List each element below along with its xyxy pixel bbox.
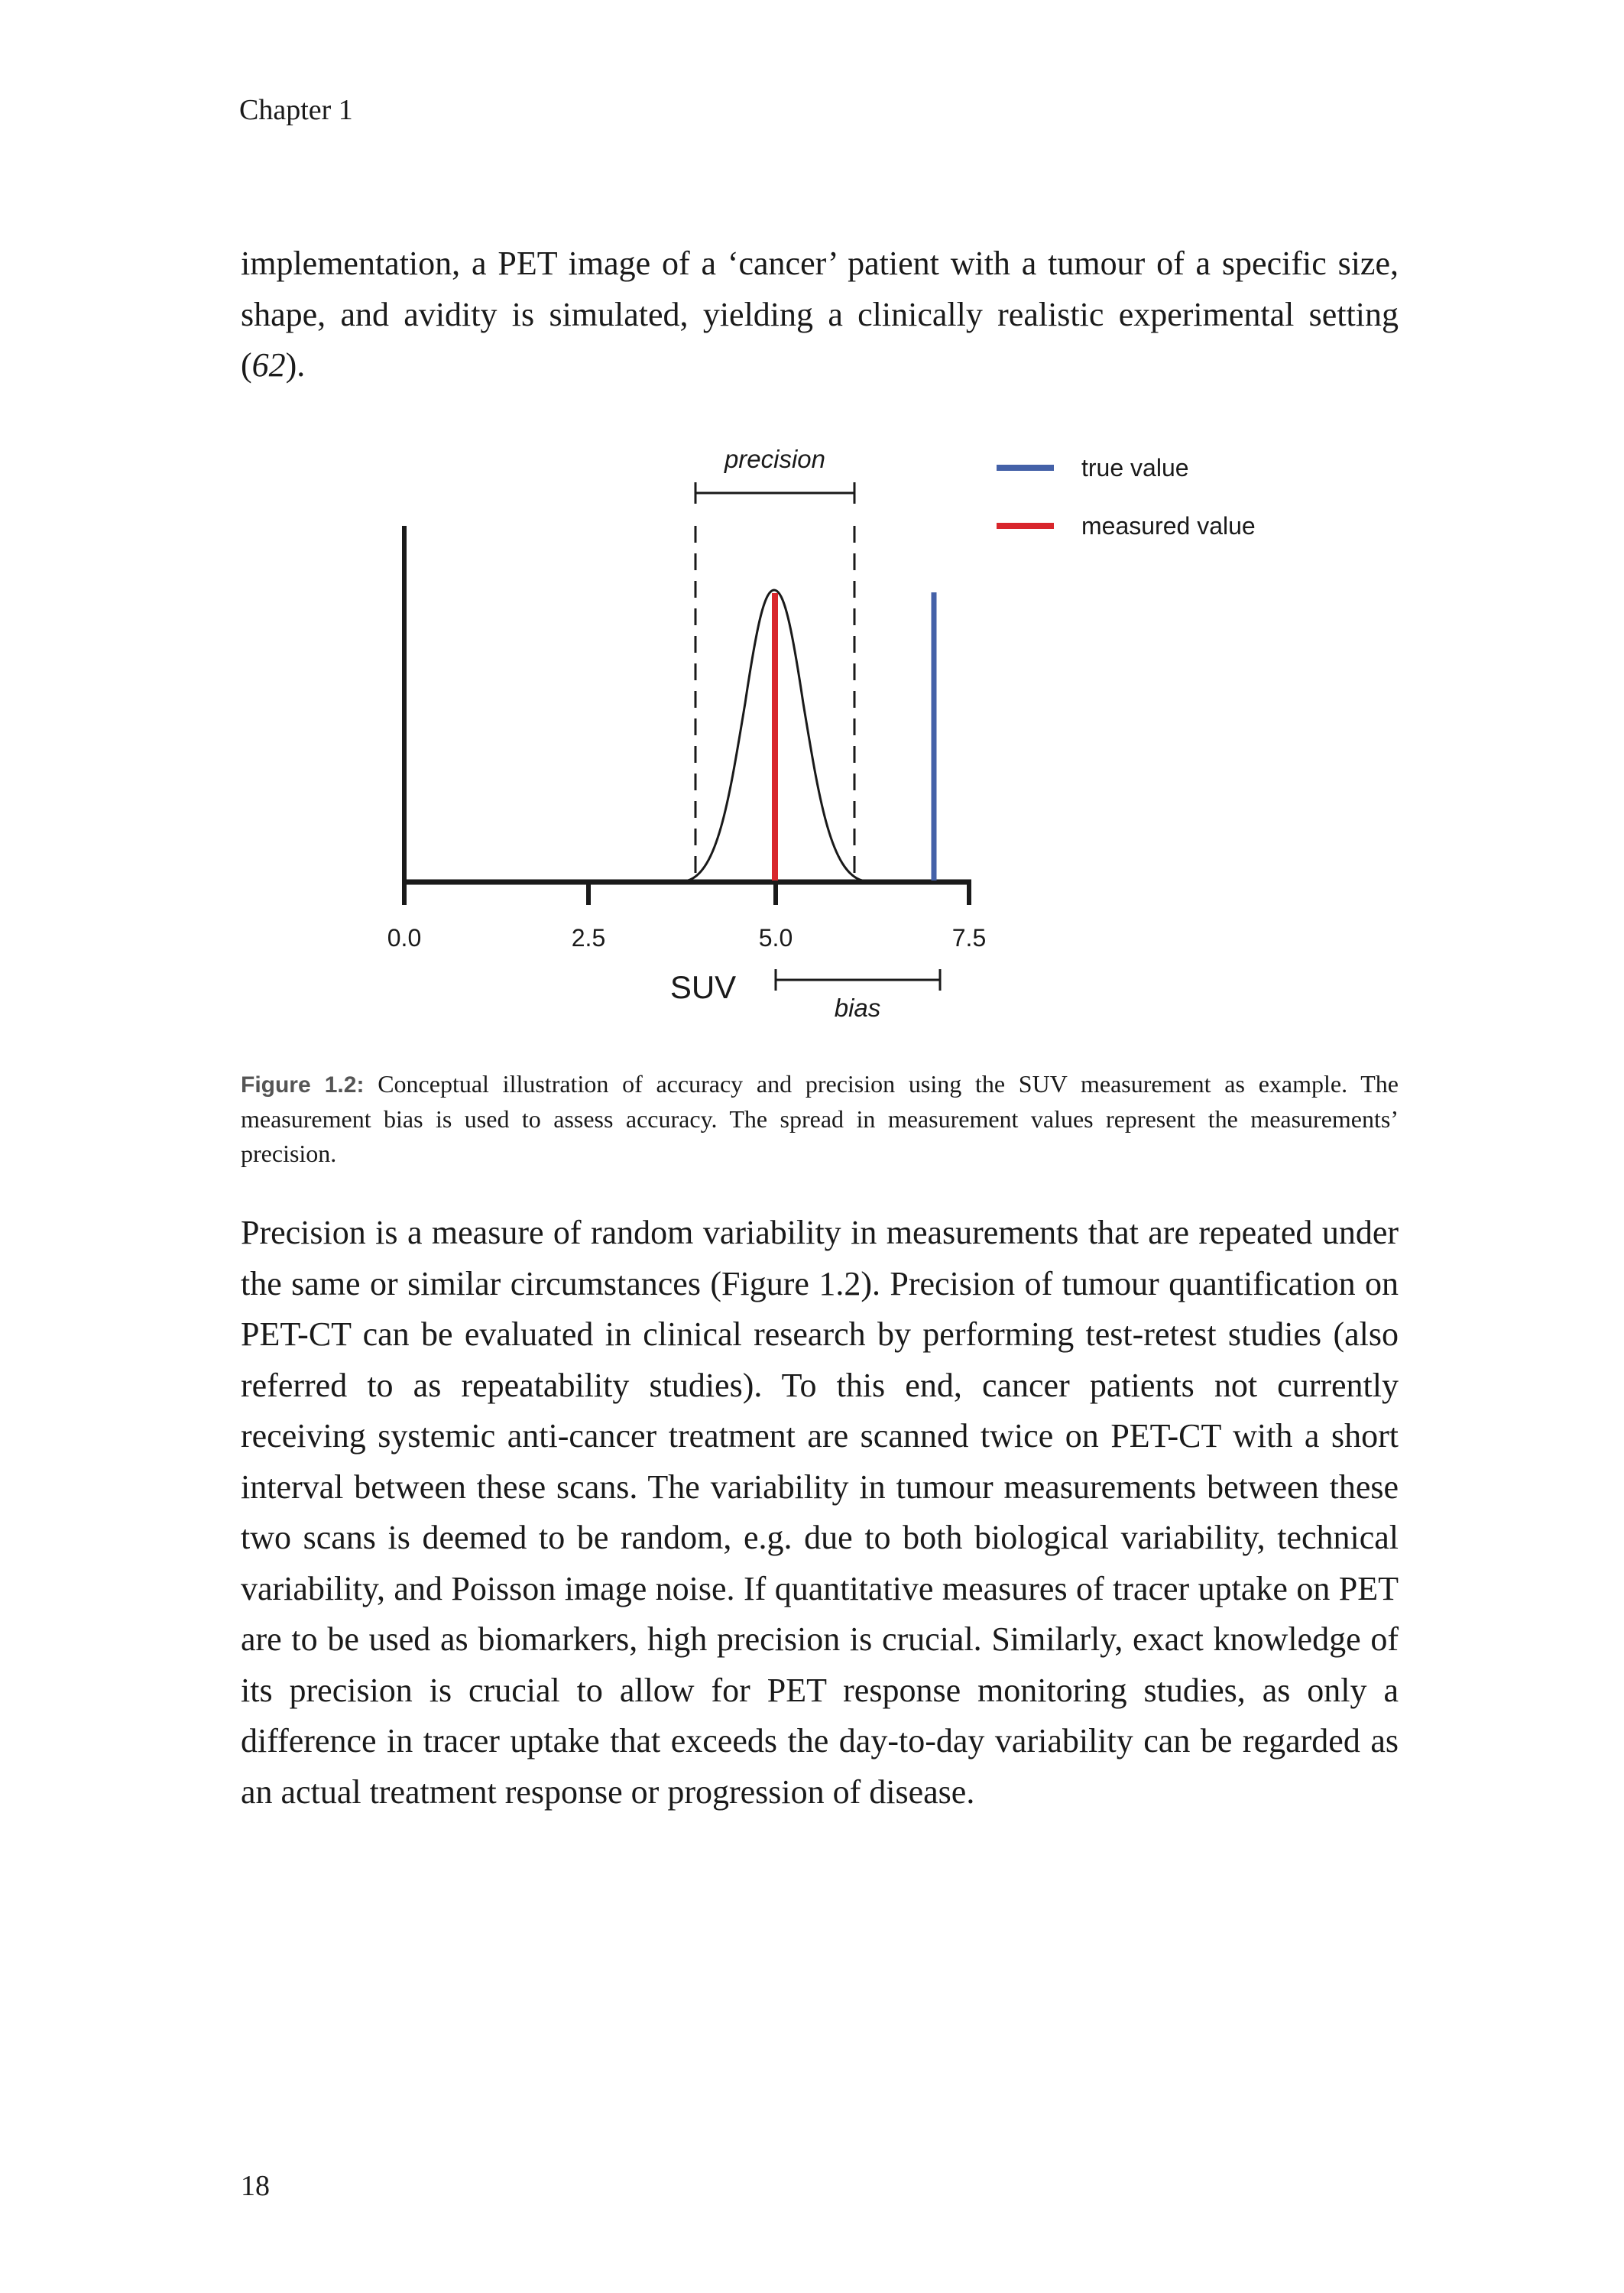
x-axis-label: SUV: [669, 969, 737, 1005]
intro-paragraph: [241, 238, 1399, 391]
tick-label: 0.0: [387, 924, 422, 952]
figure-1-2: [0, 0, 1624, 1070]
tick-label: 5.0: [758, 924, 793, 952]
bias-bracket: [776, 969, 940, 991]
suv-chart: [0, 0, 1624, 1070]
running-head: Chapter 1: [239, 94, 353, 126]
intro-tail: ).: [285, 346, 306, 384]
tick-label: 2.5: [571, 924, 606, 952]
page-number: 18: [241, 2170, 270, 2202]
caption-text: Conceptual illustration of accuracy and precision using the SUV measurement as example. The measurement bias is used to assess accuracy. The spread in measurement values represent the measurements’ precision.: [241, 1070, 1399, 1167]
bias-label: bias: [834, 994, 881, 1022]
intro-text: implementation, a PET image of a ‘cancer’ patient with a tumour of a specific size, shape, and avidity is simulated, yielding a clinically realistic experimental setting (: [241, 245, 1399, 384]
tick-label: 7.5: [951, 924, 987, 952]
precision-dashed-lines: [695, 526, 854, 881]
precision-bracket: [695, 482, 854, 504]
legend-label-measured: measured value: [1081, 512, 1256, 540]
precision-label: precision: [724, 445, 826, 473]
legend-label-true: true value: [1081, 454, 1189, 482]
x-ticks: [404, 882, 969, 905]
gaussian-curve: [688, 590, 862, 881]
citation-ref: 62: [251, 346, 286, 384]
body-paragraph: Precision is a measure of random variability in measurements that are repeated under the same or similar circumstances (Figure 1.2). Precision of tumour quantification on PET-CT can be evaluated in clinical research by performing test-retest studies (also referred to as repeatability studies). To this end, cancer patients not currently receiving systemic anti-cancer treatment are scanned twice on PET-CT with a short interval between these scans. The variability in tumour measurements between these two scans is deemed to be random, e.g. due to both biological variability, technical variability, and Poisson image noise. If quantitative measures of tracer uptake on PET are to be used as biomarkers, high precision is crucial. Similarly, exact knowledge of its precision is crucial to allow for PET response monitoring studies, as only a difference in tracer uptake that exceeds the day-to-day variability can be regarded as an actual treatment response or progression of disease.: [241, 1214, 1399, 1811]
figure-caption: [241, 1067, 1399, 1171]
legend: [997, 454, 1256, 540]
figure-label: Figure 1.2:: [241, 1072, 365, 1098]
